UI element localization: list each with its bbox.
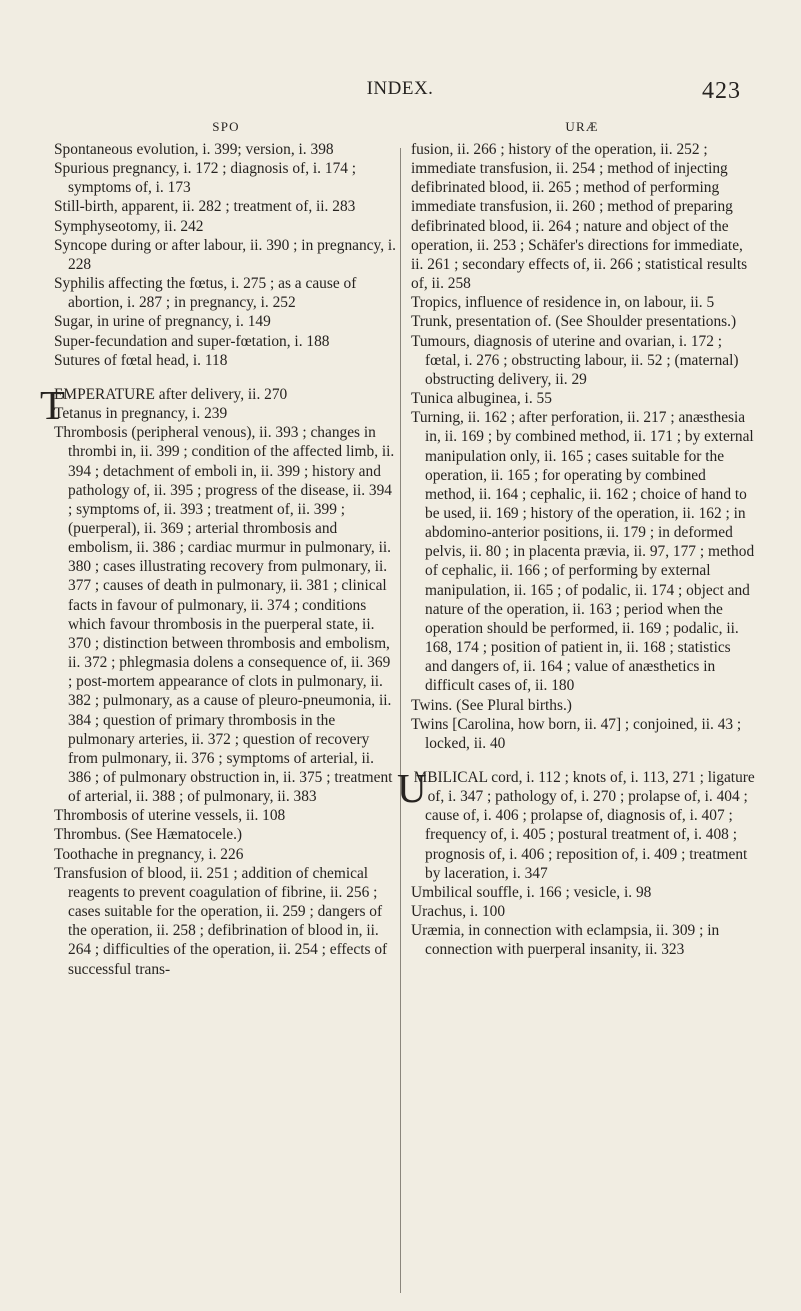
index-entry: Turning, ii. 162 ; after perforation, ii. 217 ; anæsthesia in, ii. 169 ; by combined method, ii. 171 ; by external manipulation only, ii. 165 ; cases suitable for the operation, ii. 165 ; for operating by combined method, ii. 164 ; cephalic, ii. 162 ; choice of hand to be used, ii. 169 ; history of the operation, ii. 162 ; in abdomino-anterior positions, ii. 179 ; in deformed pelvis, ii. 80 ; in placenta prævia, ii. 97, 177 ; method of cephalic, ii. 166 ; of performing by external manipulation, ii. 165 ; of podalic, ii. 174 ; object and nature of the operation, ii. 163 ; period when the operation should be performed, ii. 169 ; podalic, ii. 168, 174 ; position of patient in, ii. 168 ; statistics and dangers of, ii. 164 ; value of anæsthetics in difficult cases of, ii. 180	[411, 409, 755, 695]
index-entry: Thrombosis of uterine vessels, ii. 108	[54, 807, 286, 825]
index-entry: Twins. (See Plural births.)	[411, 696, 572, 714]
index-entry: Thrombosis (peripheral venous), ii. 393 ; changes in thrombi in, ii. 399 ; condition of the affected limb, ii. 394 ; detachment of emboli in, ii. 399 ; history and pathology of, ii. 395 ; progress of the disease, ii. 394 ; symptoms of, ii. 393 ; treatment of, ii. 399 ; (puerperal), ii. 369 ; arterial thrombosis and embolism, ii. 386 ; cardiac murmur in pulmonary, ii. 380 ; cases illustrating recovery from pulmonary, ii. 377 ; causes of death in pulmonary, ii. 381 ; clinical facts in favour of pulmonary, ii. 374 ; conditions which favour thrombosis in the puerperal state, ii. 370 ; distinction between thrombosis and embolism, ii. 372 ; phlegmasia dolens a consequence of, ii. 369 ; post-mortem appearance of clots in pulmonary, ii. 382 ; pulmonary, as a cause of pleuro-pneumonia, ii. 384 ; question of primary thrombosis in the pulmonary arteries, ii. 372 ; question of recovery from pulmonary, ii. 376 ; symptoms of arterial, ii. 386 ; of pulmonary obstruction in, ii. 375 ; treatment of arterial, ii. 388 ; of pulmonary, ii. 383	[54, 424, 395, 806]
index-entry: Tropics, influence of residence in, on labour, ii. 5	[411, 294, 715, 312]
index-entry: UMBILICAL cord, i. 112 ; knots of, i. 113, 271 ; ligature of, i. 347 ; pathology of, i. 270 ; prolapse of, i. 404 ; cause of, i. 406 ; prolapse of, diagnosis of, i. 407 ; frequency of, i. 405 ; postural treatment of, i. 408 ; prognosis of, i. 406 ; reposition of, i. 409 ; treatment by laceration, i. 347	[397, 765, 755, 882]
index-entry: Syphilis affecting the fœtus, i. 275 ; as a cause of abortion, i. 287 ; in pregnancy, i. 252	[54, 275, 357, 312]
index-entry: Urachus, i. 100	[411, 903, 506, 921]
index-entry: Thrombus. (See Hæmatocele.)	[54, 826, 243, 844]
index-entry: Still-birth, apparent, ii. 282 ; treatment of, ii. 283	[54, 198, 356, 216]
index-entry: Sutures of fœtal head, i. 118	[54, 351, 228, 369]
left-column	[40, 140, 398, 979]
index-entry: Tunica albuginea, i. 55	[411, 390, 552, 408]
left-column-heading: SPO	[212, 119, 240, 134]
index-entry: Sugar, in urine of pregnancy, i. 149	[54, 313, 271, 331]
column-divider	[400, 148, 401, 1293]
index-entry: Symphyseotomy, ii. 242	[54, 217, 204, 235]
index-entry: Spurious pregnancy, i. 172 ; diagnosis of, i. 174 ; symptoms of, i. 173	[54, 160, 357, 197]
index-entry: Transfusion of blood, ii. 251 ; addition of chemical reagents to prevent coagulation of fibrine, ii. 256 ; cases suitable for the operation, ii. 259 ; dangers of the operation, ii. 258 ; defibrination of blood in, ii. 264 ; difficulties of the operation, ii. 254 ; effects of successful trans-	[54, 864, 388, 978]
index-entry: Tumours, diagnosis of uterine and ovarian, i. 172 ; fœtal, i. 276 ; obstructing labour, ii. 52 ; (maternal) obstructing delivery, ii. 29	[411, 332, 739, 388]
index-entry: fusion, ii. 266 ; history of the operation, ii. 252 ; immediate transfusion, ii. 254 ; method of injecting defibrinated blood, ii. 265 ; method of performing immediate transfusion, ii. 260 ; method of preparing defibrinated blood, ii. 264 ; nature and object of the operation, ii. 253 ; Schäfer's directions for immediate, ii. 261 ; secondary effects of, ii. 266 ; statistical results of, ii. 258	[411, 141, 748, 293]
page-number: 423	[702, 78, 741, 104]
index-entry: Umbilical souffle, i. 166 ; vesicle, i. 98	[411, 883, 652, 901]
index-entry: Tetanus in pregnancy, i. 239	[54, 405, 228, 423]
index-entry: Toothache in pregnancy, i. 226	[54, 845, 244, 863]
index-entry: TEMPERATURE after delivery, ii. 270	[40, 381, 288, 428]
index-entry: Syncope during or after labour, ii. 390 ; in pregnancy, i. 228	[54, 236, 397, 273]
right-column	[397, 140, 755, 960]
index-entry: Spontaneous evolution, i. 399; version, i. 398	[54, 141, 334, 158]
index-entry: Super-fecundation and super-fœtation, i. 188	[54, 332, 330, 350]
index-entry: Trunk, presentation of. (See Shoulder presentations.)	[411, 313, 737, 331]
right-column-heading: URÆ	[565, 119, 599, 134]
running-head	[0, 78, 801, 108]
running-head-title: INDEX.	[366, 78, 434, 99]
index-entry: Twins [Carolina, how born, ii. 47] ; conjoined, ii. 43 ; locked, ii. 40	[411, 715, 742, 752]
index-entry: Uræmia, in connection with eclampsia, ii. 309 ; in connection with puerperal insanity, ii. 323	[411, 922, 720, 959]
